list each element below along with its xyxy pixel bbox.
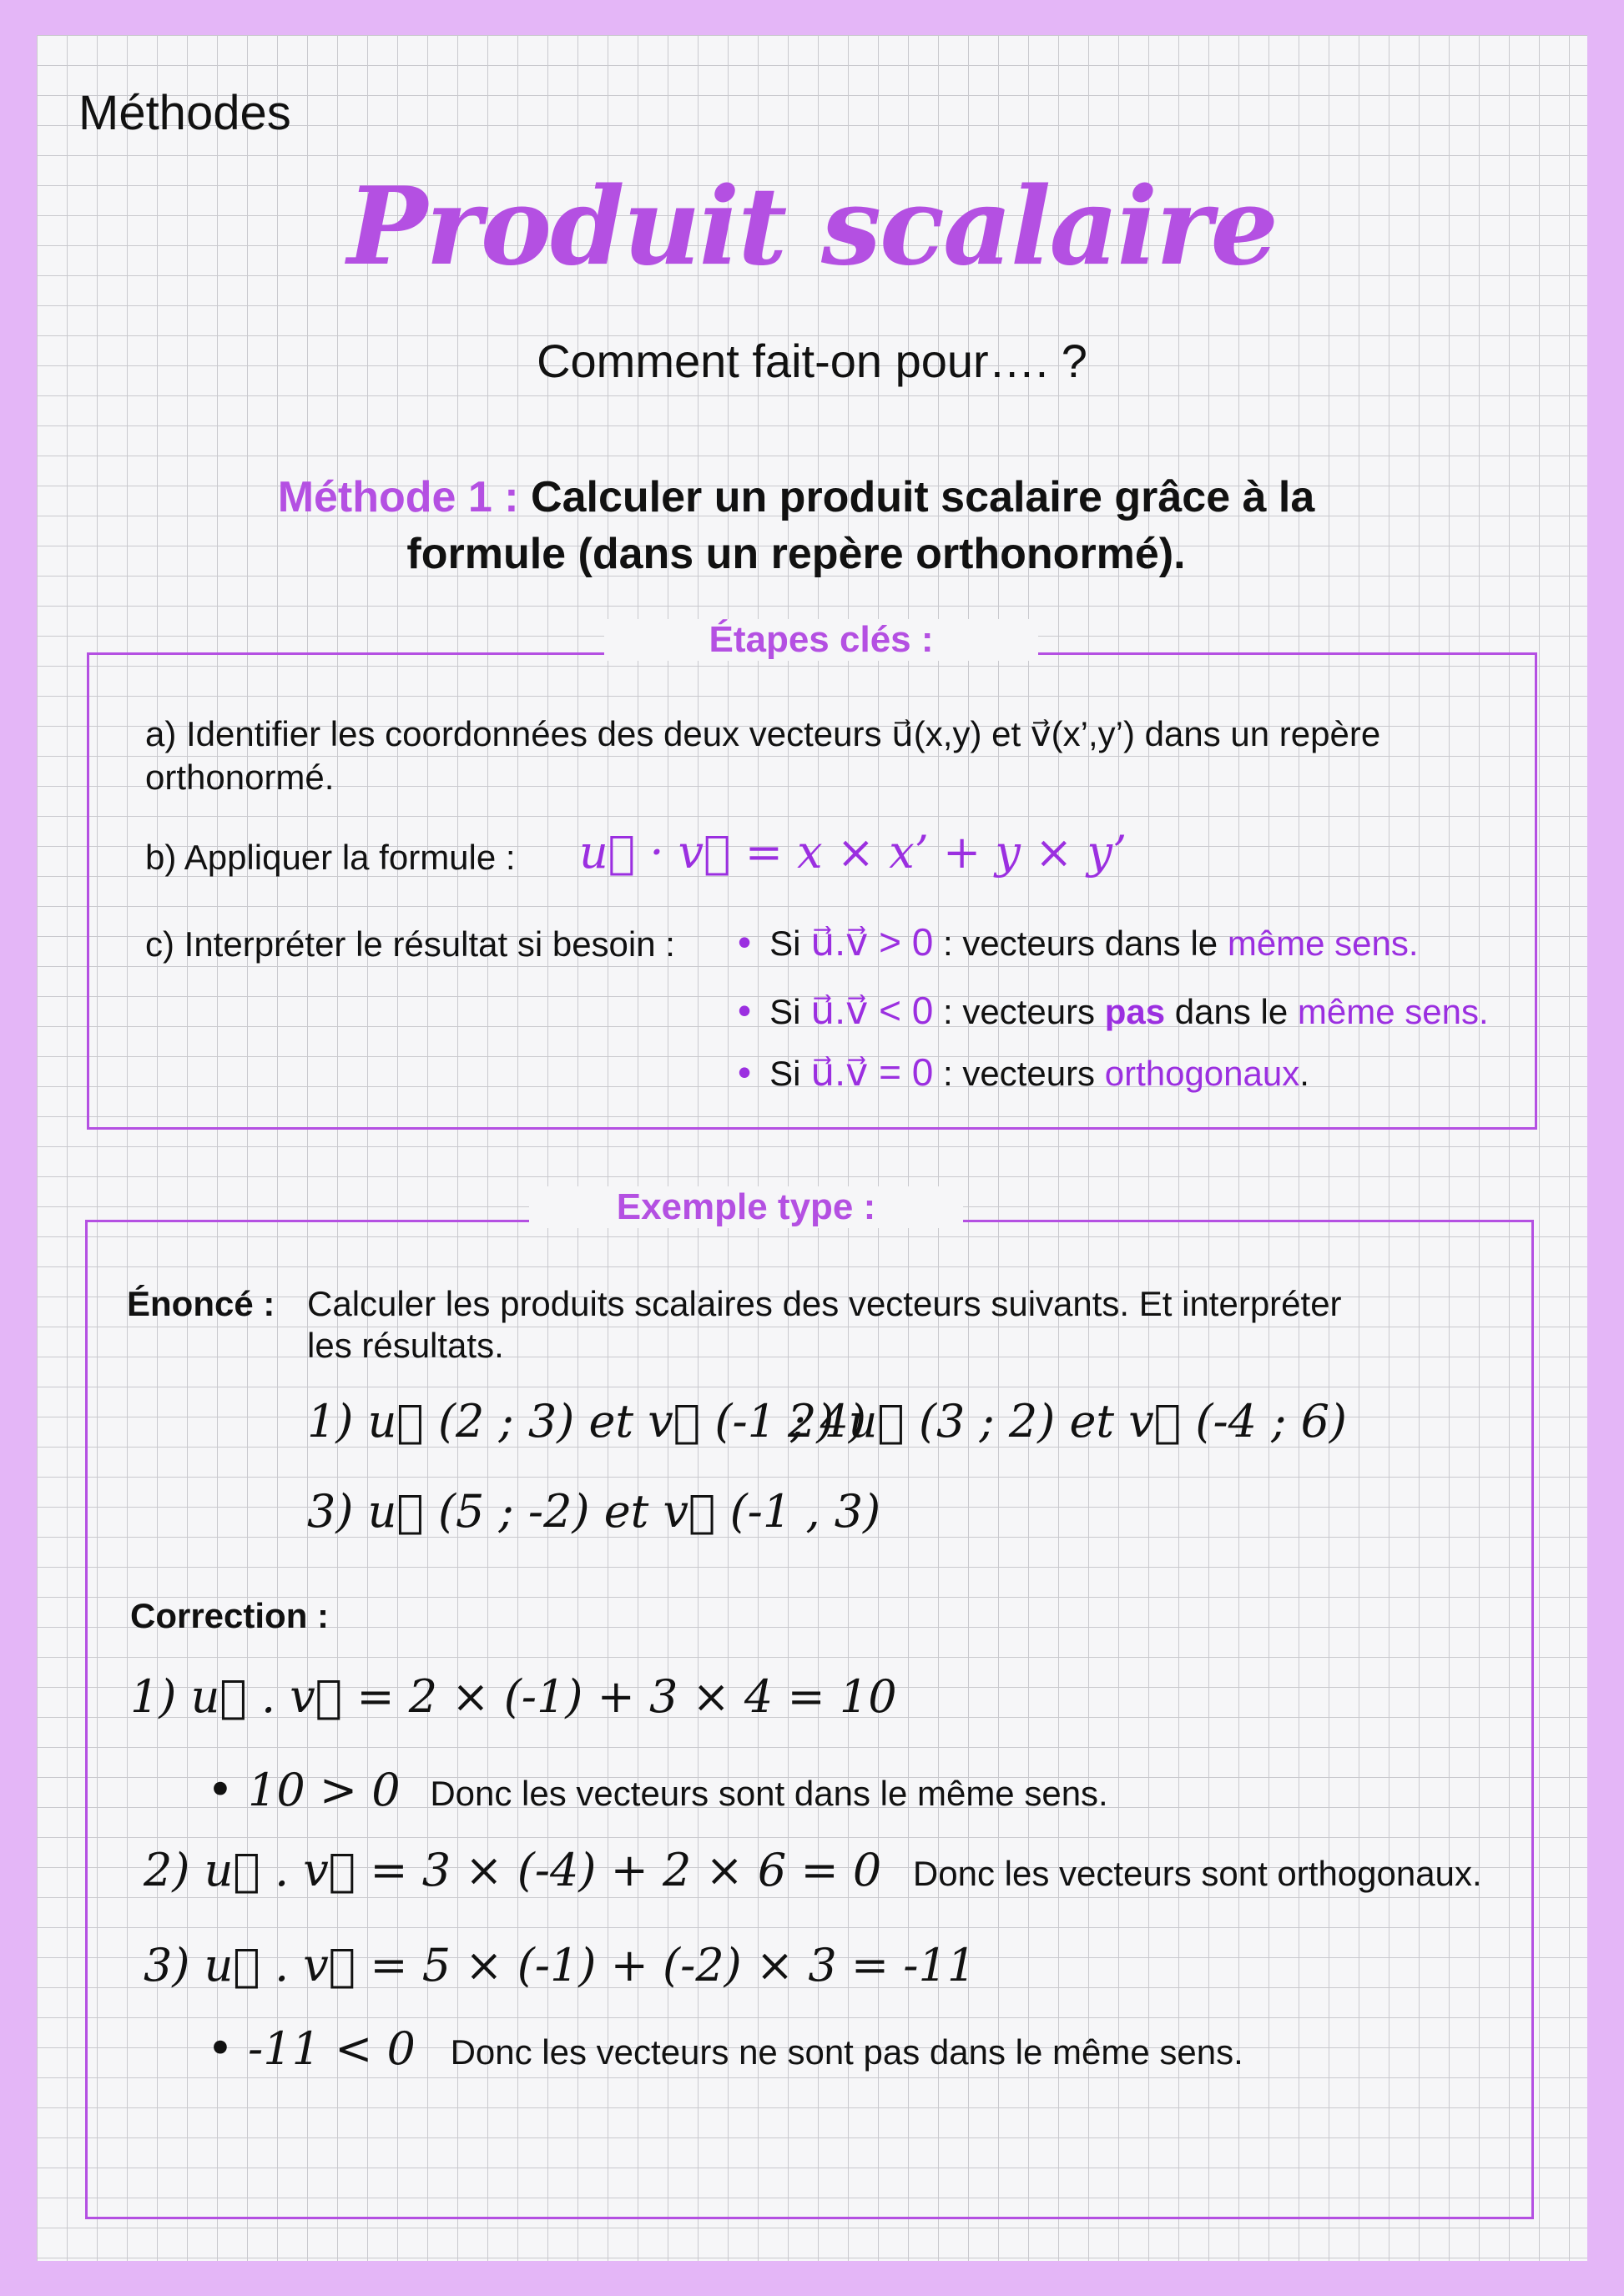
exercise-item-3: 3) u⃗ (5 ; -2) et v⃗ (-1 , 3) bbox=[307, 1485, 881, 1538]
step-a-line2: orthonormé. bbox=[145, 758, 335, 797]
step-b-formula: u⃗ · v⃗ = x × x’ + y × y’ bbox=[579, 826, 1127, 879]
step-a bbox=[145, 712, 1514, 799]
bullet-positive bbox=[738, 919, 1419, 964]
bullet-dot: • bbox=[738, 920, 752, 964]
exercise-item-2: 2) u⃗ (3 ; 2) et v⃗ (-4 ; 6) bbox=[788, 1395, 1347, 1448]
bullet-highlight: orthogonaux bbox=[1104, 1054, 1300, 1093]
worksheet-page bbox=[37, 35, 1587, 2261]
bullet-text: : vecteurs dans le bbox=[933, 924, 1228, 963]
page-title: Produit scalaire bbox=[347, 164, 1277, 290]
bullet-prefix: Si bbox=[769, 1054, 801, 1093]
bullet-text: : vecteurs bbox=[933, 1054, 1105, 1093]
bullet-dot: • bbox=[738, 1050, 752, 1094]
statement-line2: les résultats. bbox=[307, 1326, 504, 1365]
steps-heading: Étapes clés : bbox=[604, 619, 1038, 661]
bullet-bold: pas bbox=[1104, 992, 1166, 1031]
exercise-item-1: 1) u⃗ (2 ; 3) et v⃗ (-1 ; 4) bbox=[307, 1395, 866, 1448]
statement-line1: Calculer les produits scalaires des vecteurs suivants. Et interpréter bbox=[307, 1284, 1342, 1323]
correction-check: • -11 < 0 bbox=[207, 2022, 416, 2075]
correction-label: Correction : bbox=[130, 1596, 330, 1635]
correction-conclusion: Donc les vecteurs sont dans le même sens. bbox=[430, 1774, 1108, 1813]
bullet-tail: dans le bbox=[1165, 992, 1298, 1031]
statement-text bbox=[307, 1283, 1492, 1367]
bullet-zero bbox=[738, 1050, 1309, 1095]
bullet-highlight: même sens. bbox=[1297, 992, 1489, 1031]
page-subtitle: Comment fait-on pour…. ? bbox=[537, 335, 1087, 387]
bullet-condition: u⃗.v⃗ = 0 bbox=[810, 1050, 934, 1094]
correction-calc: 3) u⃗ . v⃗ = 5 × (-1) + (-2) × 3 = -11 bbox=[144, 1939, 976, 1991]
bullet-condition: u⃗.v⃗ < 0 bbox=[810, 989, 934, 1032]
bullet-text: : vecteurs bbox=[933, 992, 1105, 1031]
correction-check: • 10 > 0 bbox=[207, 1764, 401, 1816]
method-title-line1: Calculer un produit scalaire grâce à la bbox=[531, 473, 1315, 521]
bullet-negative bbox=[738, 988, 1489, 1033]
bullet-prefix: Si bbox=[769, 992, 801, 1031]
correction-calc: 2) u⃗ . v⃗ = 3 × (-4) + 2 × 6 = 0 bbox=[144, 1844, 882, 1896]
correction-1-conclusion bbox=[207, 1764, 1108, 1816]
bullet-end: . bbox=[1299, 1054, 1309, 1093]
bullet-highlight: même sens. bbox=[1227, 924, 1419, 963]
example-heading: Exemple type : bbox=[529, 1186, 963, 1228]
correction-2-calc bbox=[144, 1844, 1482, 1896]
correction-1-calc bbox=[130, 1670, 897, 1723]
section-label: Méthodes bbox=[78, 86, 291, 140]
step-c-label: c) Interpréter le résultat si besoin : bbox=[145, 924, 675, 964]
statement-label: Énoncé : bbox=[127, 1284, 275, 1323]
step-b-label: b) Appliquer la formule : bbox=[145, 838, 516, 877]
correction-3-conclusion bbox=[207, 2022, 1243, 2075]
correction-conclusion: Donc les vecteurs sont orthogonaux. bbox=[912, 1854, 1482, 1893]
method-title-line2: formule (dans un repère orthonormé). bbox=[406, 530, 1186, 578]
step-a-line1: a) Identifier les coordonnées des deux vecteurs u⃗(x,y) et v⃗(x’,y’) dans un repère bbox=[145, 714, 1381, 753]
correction-conclusion: Donc les vecteurs ne sont pas dans le même sens. bbox=[450, 2032, 1243, 2072]
correction-3-calc bbox=[144, 1939, 976, 1991]
bullet-condition: u⃗.v⃗ > 0 bbox=[810, 920, 934, 964]
bullet-prefix: Si bbox=[769, 924, 801, 963]
method-title bbox=[129, 469, 1464, 582]
method-number: Méthode 1 : bbox=[277, 473, 519, 521]
bullet-dot: • bbox=[738, 989, 752, 1032]
correction-calc: 1) u⃗ . v⃗ = 2 × (-1) + 3 × 4 = 10 bbox=[130, 1670, 897, 1723]
